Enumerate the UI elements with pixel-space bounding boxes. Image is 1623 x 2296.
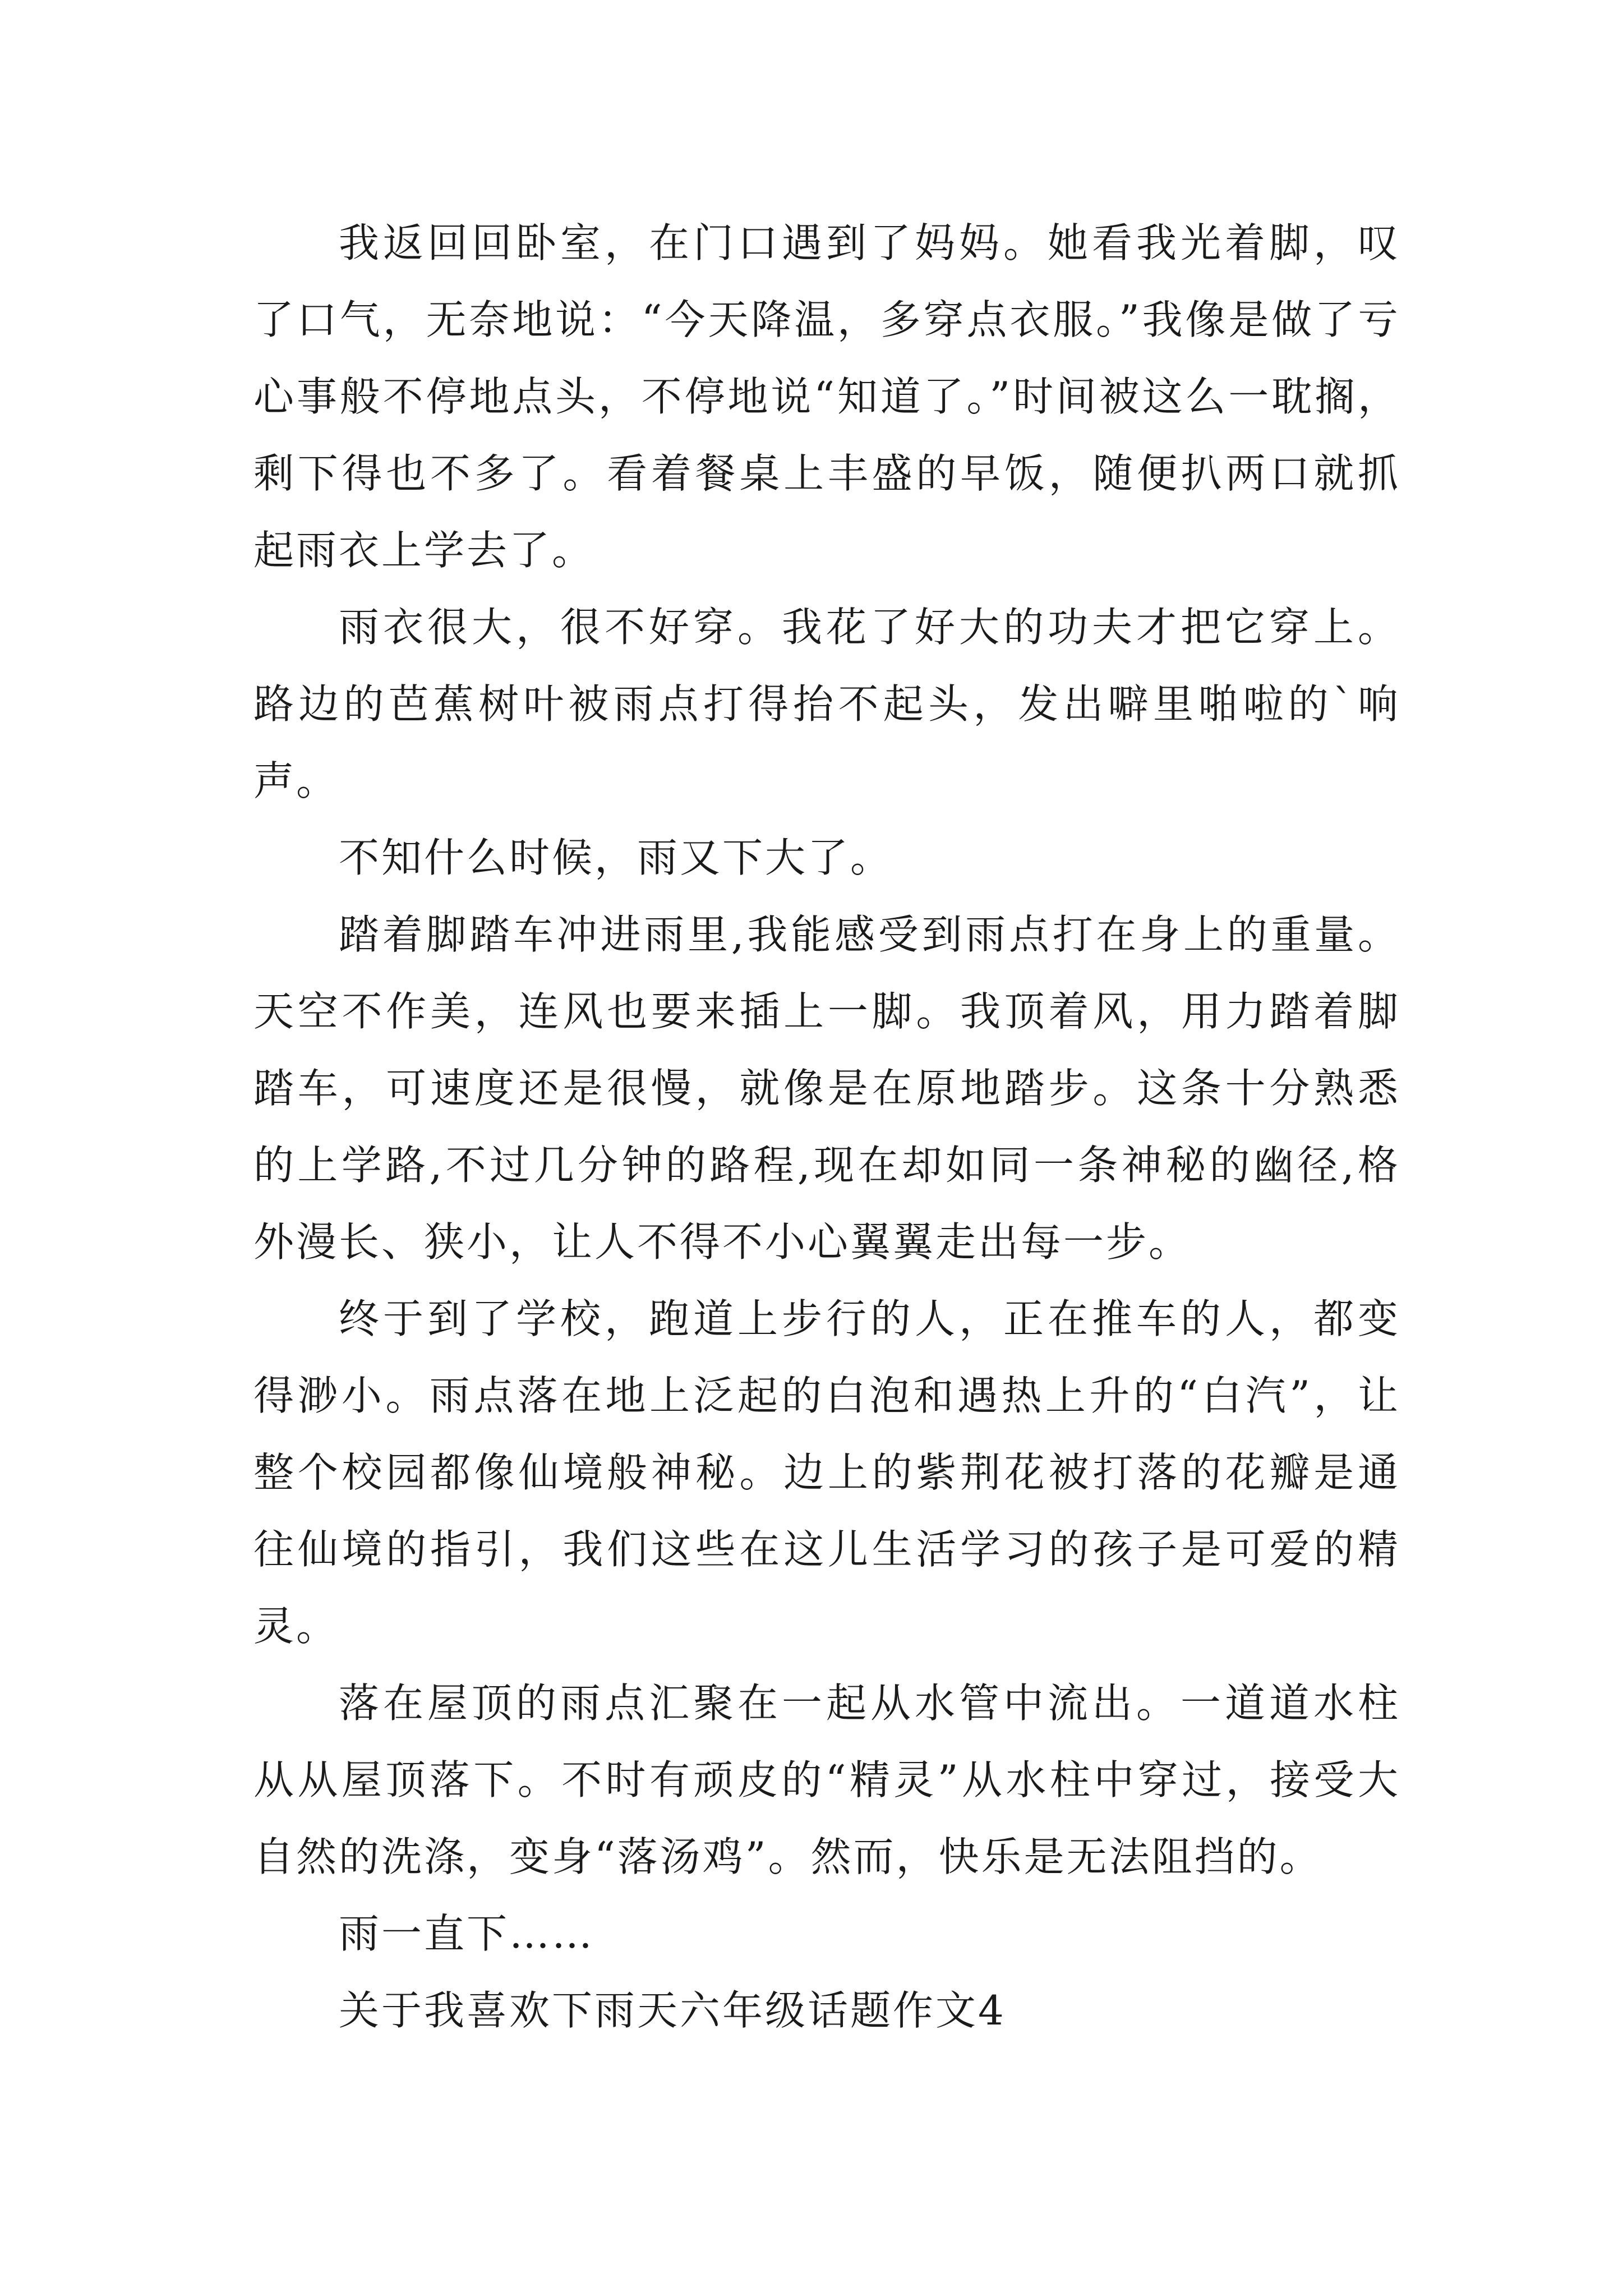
paragraph-1: 我返回回卧室，在门口遇到了妈妈。她看我光着脚，叹了口气，无奈地说：“今天降温，多穿点衣服。”我像是做了亏心事般不停地点头，不停地说“知道了。”时间被这么一耽搁，剩下得也不多了。看着餐桌上丰盛的早饭，随便扒两口就抓起雨衣上学去了。 bbox=[253, 219, 1400, 574]
paragraph-3: 不知什么时候，雨又下大了。 bbox=[339, 834, 893, 881]
paragraph-4: 踏着脚踏车冲进雨里,我能感受到雨点打在身上的重量。天空不作美，连风也要来插上一脚。我顶着风，用力踏着脚踏车，可速度还是很慢，就像是在原地踏步。这条十分熟悉的上学路,不过几分钟的路程,现在却如同一条神秘的幽径,格外漫长、狭小，让人不得不小心翼翼走出每一步。 bbox=[253, 911, 1400, 1266]
document-body bbox=[253, 205, 1400, 2049]
paragraph-7: 雨一直下…… bbox=[339, 1910, 595, 1957]
paragraph-2: 雨衣很大，很不好穿。我花了好大的功夫才把它穿上。路边的芭蕉树叶被雨点打得抬不起头，发出噼里啪啦的`响声。 bbox=[253, 604, 1400, 804]
section-heading: 关于我喜欢下雨天六年级话题作文4 bbox=[339, 1987, 1006, 2034]
paragraph-5: 终于到了学校，跑道上步行的人，正在推车的人，都变得渺小。雨点落在地上泛起的白泡和遇热上升的“白汽”，让整个校园都像仙境般神秘。边上的紫荆花被打落的花瓣是通往仙境的指引，我们这些在这儿生活学习的孩子是可爱的精灵。 bbox=[253, 1295, 1400, 1650]
paragraph-6: 落在屋顶的雨点汇聚在一起从水管中流出。一道道水柱从从屋顶落下。不时有顽皮的“精灵”从水柱中穿过，接受大自然的洗涤，变身“落汤鸡”。然而，快乐是无法阻挡的。 bbox=[253, 1680, 1400, 1880]
